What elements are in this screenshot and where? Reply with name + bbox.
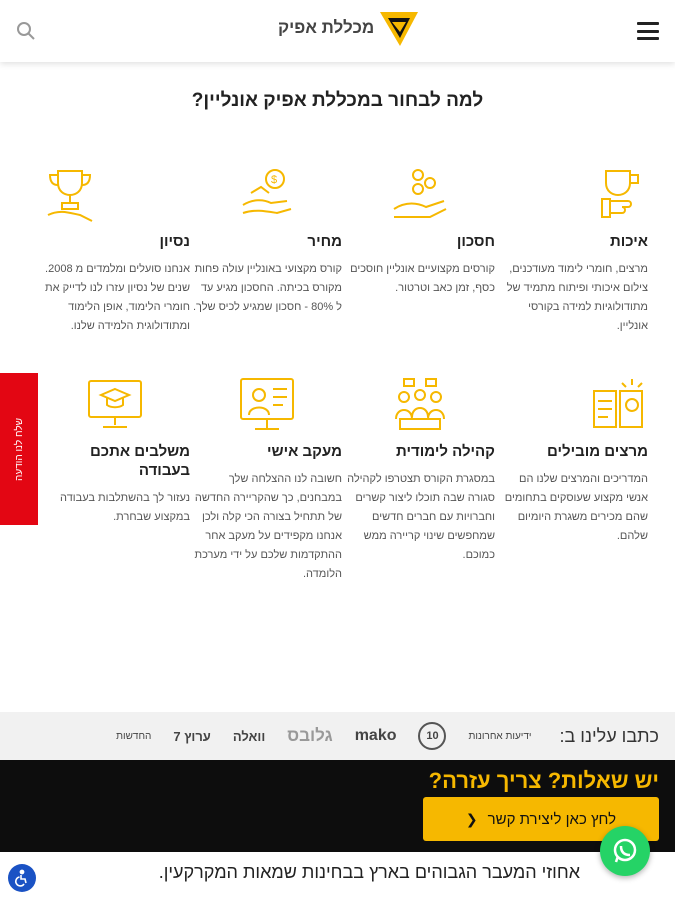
feature-text: קורסים מקצועיים אונליין חוסכים כסף, זמן כאב וטרטור. bbox=[350, 262, 495, 294]
feature-text: המדריכים והמרצים שלנו הם אנשי מקצוע שעוסקים בתחומים שהם מכירים משגרת היומיום שלהם. bbox=[504, 472, 648, 542]
contact-title: יש שאלות? צריך עזרה? bbox=[428, 768, 659, 793]
section-title: למה לבחור במכללת אפיק אונליין? bbox=[191, 90, 484, 111]
graduation-monitor-icon bbox=[85, 375, 145, 435]
hamburger-menu-icon[interactable] bbox=[637, 22, 659, 40]
feature-title: נסיון bbox=[159, 233, 190, 250]
accessibility-icon bbox=[13, 869, 31, 887]
personal-tracking-icon bbox=[237, 375, 297, 435]
svg-text:$: $ bbox=[271, 174, 278, 186]
feature-title: חסכון bbox=[456, 233, 495, 250]
press-logo-walla[interactable]: וואלה bbox=[232, 728, 266, 744]
feature-text: חשובה לנו ההצלחה שלך במבחנים, כך שהקריירה החדשה של תתחיל בצורה הכי קלה ולכן אנחנו מקפידים על מעקב אחר ההתקדמות שלכם על ידי מערכת הלומדה. bbox=[194, 472, 342, 580]
feature-title: קהילה לימודית bbox=[396, 443, 495, 460]
whatsapp-icon bbox=[610, 836, 640, 866]
community-icon bbox=[390, 375, 450, 435]
press-logo-globes[interactable]: גלובס bbox=[287, 726, 333, 745]
money-hand-icon bbox=[237, 165, 297, 225]
feature-text: קורס מקצועי באונליין עולה פחות מקורס בכיתה. החסכון מגיע עד ל 80% - חסכון שמגיע לכיס שלך. bbox=[193, 262, 342, 313]
press-bar bbox=[0, 712, 675, 760]
send-message-side-tab[interactable] bbox=[0, 373, 38, 525]
quality-cup-icon bbox=[588, 165, 648, 225]
search-icon[interactable] bbox=[16, 21, 36, 41]
logo-mark-icon bbox=[378, 8, 420, 48]
press-logo-hadashot[interactable]: החדשות bbox=[116, 730, 152, 742]
feature-title: מרצים מובילים bbox=[546, 443, 648, 460]
feature-text: אנחנו סועלים ומלמדים מ 2008. שנים של נסיון עזרו לנו לדייק את חומרי הלימוד, אופן הלימוד ומתודולוגית הלמידה שלנו. bbox=[45, 262, 190, 332]
bottom-statement: אחוזי המעבר הגבוהים בארץ בבחינות שמאות המקרקעין. bbox=[158, 862, 580, 882]
channel10-label: 10 bbox=[426, 730, 439, 742]
savings-hand-icon bbox=[390, 165, 450, 225]
press-logo-yediot[interactable]: ידיעות אחרונות bbox=[468, 730, 532, 742]
trophy-hand-icon bbox=[40, 165, 100, 225]
feature-text: מרצים, חומרי לימוד מעודכנים, צילום איכותי ופיתוח מתמיד של מתודולוגיות למידה בקורסי אונליין. bbox=[506, 262, 648, 332]
feature-title: משלבים אתכם בעבודה bbox=[90, 443, 190, 479]
feature-community bbox=[345, 375, 495, 565]
feature-quality bbox=[498, 165, 648, 336]
feature-experience bbox=[40, 165, 190, 336]
feature-employment bbox=[40, 375, 190, 527]
press-logo-channel7[interactable]: ערוץ 7 bbox=[173, 728, 211, 744]
press-label: כתבו עלינו ב: bbox=[559, 725, 659, 746]
whatsapp-button[interactable] bbox=[600, 826, 650, 876]
feature-savings bbox=[345, 165, 495, 298]
feature-text: נעזור לך בהשתלבות בעבודה במקצוע שבחרת. bbox=[60, 491, 190, 523]
press-logo-mako[interactable]: mako bbox=[354, 727, 397, 744]
feature-title: מחיר bbox=[307, 233, 342, 250]
side-tab-label: שלח לנו הודעה bbox=[13, 417, 25, 481]
feature-personal-tracking bbox=[192, 375, 342, 584]
chevron-left-icon: ❮ bbox=[465, 810, 478, 827]
accessibility-button[interactable] bbox=[8, 864, 36, 892]
logo-text: מכללת אפיק bbox=[278, 18, 375, 37]
feature-title: איכות bbox=[609, 233, 648, 250]
feature-title: מעקב אישי bbox=[267, 443, 342, 460]
press-logo-channel10[interactable] bbox=[418, 722, 446, 750]
contact-button-label: לחץ כאן ליצירת קשר bbox=[487, 810, 617, 828]
site-logo[interactable] bbox=[278, 8, 420, 48]
lecturer-book-icon bbox=[588, 375, 648, 435]
contact-section bbox=[0, 760, 675, 852]
feature-text: במסגרת הקורס תצטרפו לקהילה סגורה שבה תוכלו ליצור קשרים וחברויות עם חברים חדשים שמחפשים שינוי קריירה ממש כמוכם. bbox=[347, 472, 495, 561]
feature-lecturers bbox=[498, 375, 648, 546]
feature-price bbox=[192, 165, 342, 317]
site-header bbox=[0, 0, 675, 62]
